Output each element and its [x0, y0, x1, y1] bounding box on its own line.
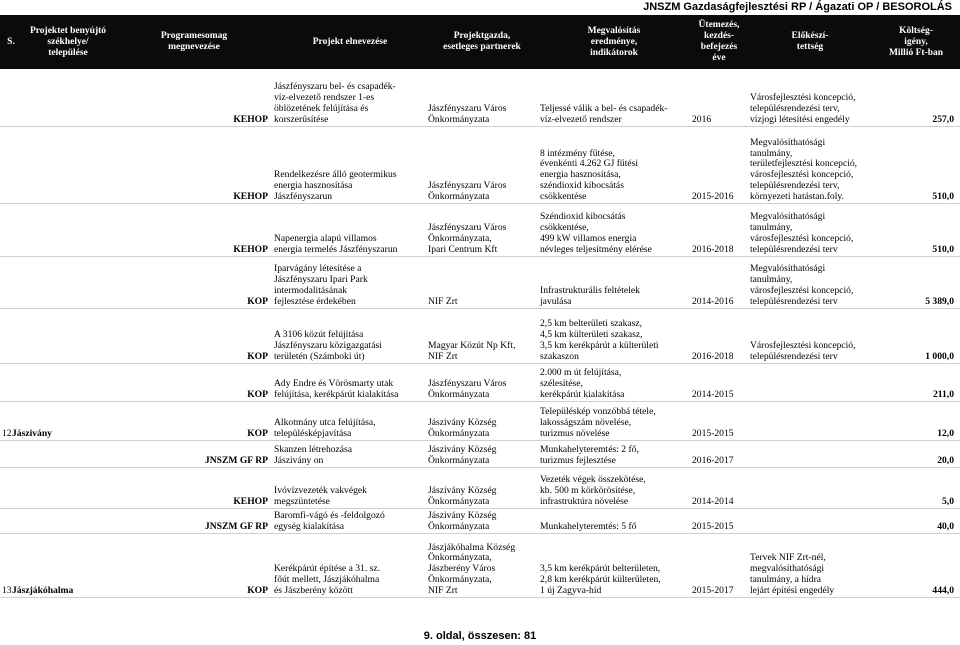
row-project: Ivóvízvezeték vakvégek megszüntetése — [274, 484, 367, 507]
row-number: 12 — [2, 427, 12, 439]
row-result: 8 intézmény fűtése, évenkénti 4.262 GJ fűtési energia hasznosítása, széndioxid kibocsátás csökkentése — [540, 147, 639, 202]
table-row — [0, 70, 960, 126]
row-place: Jászjákóhalma — [12, 584, 74, 596]
row-owner: NIF Zrt — [428, 295, 458, 307]
row-project: Baromfi-vágó és -feldolgozó egység kialakítása — [274, 509, 385, 532]
table-row — [0, 440, 960, 467]
row-place — [10, 308, 100, 363]
row-number: 13 — [2, 584, 12, 596]
row-program: KEHOP — [233, 243, 268, 255]
row-project: Alkotmány utca felújítása, településképjavítása — [274, 416, 376, 439]
table-row — [0, 256, 960, 308]
row-number — [0, 467, 10, 508]
row-project: Ady Endre és Vörösmarty utak felújítása, kerékpárút kialakítása — [274, 377, 399, 400]
row-number — [0, 203, 10, 256]
row-owner: Jászivány Község Önkormányzata — [428, 484, 497, 507]
row-owner: Jászfényszaru Város Önkormányzata, Ipari Centrum Kft — [428, 222, 507, 255]
row-schedule: 2016 — [692, 113, 712, 125]
row-place — [10, 70, 100, 126]
column-header-schedule: Ütemezés, kezdés- befejezés éve — [698, 20, 740, 63]
row-preparedness: Megvalósíthatósági tanulmány, területfejlesztési koncepció, városfejlesztési koncepció, településrendezési terv, környezeti hatástan.foly. — [750, 136, 858, 202]
row-cost: 20,0 — [937, 454, 954, 466]
column-header-place: Projektet benyújtó székhelye/ települése — [29, 25, 107, 58]
column-header-program: Programesomag megnevezése — [160, 31, 228, 52]
row-cost: 510,0 — [932, 190, 954, 202]
column-header-cost: Költség- igény, Millió Ft-ban — [888, 25, 944, 58]
row-place — [10, 363, 100, 401]
row-schedule: 2015-2015 — [692, 427, 734, 439]
row-preparedness — [748, 467, 888, 508]
column-header-owner: Projektgazda, esetleges partnerek — [443, 31, 521, 52]
row-program: KOP — [247, 388, 268, 400]
row-program: KEHOP — [233, 113, 268, 125]
row-program: KOP — [247, 295, 268, 307]
row-result: Széndioxid kibocsátás csökkentése, 499 kW villamos energia névleges teljesítmény elérése — [540, 211, 652, 255]
column-header-preparedness: Előkészí- tettség — [791, 31, 829, 52]
row-number — [0, 440, 10, 467]
row-schedule: 2016-2017 — [692, 454, 734, 466]
table-row — [0, 508, 960, 533]
column-header-project: Projekt elnevezése — [312, 36, 388, 47]
row-schedule: 2014-2016 — [692, 295, 734, 307]
column-header-result: Megvalósítás eredménye, indikátorok — [587, 25, 641, 58]
row-program: KEHOP — [233, 495, 268, 507]
row-result: 2,5 km belterületi szakasz, 4,5 km külterületi szakasz, 3,5 km kerékpárút a külterületi szakaszon — [540, 318, 659, 362]
row-schedule: 2015-2017 — [692, 584, 734, 596]
row-owner: Jászfényszaru Város Önkormányzata — [428, 179, 507, 202]
row-project: Iparvágány létesítése a Jászfényszaru Ipari Park intermodalitásának fejlesztése érdekében — [274, 263, 368, 307]
row-project: Skanzen létrehozása Jászivány on — [274, 443, 353, 466]
row-preparedness: Megvalósíthatósági tanulmány, városfejlesztési koncepció, településrendezési terv — [750, 263, 854, 307]
row-preparedness — [748, 508, 888, 533]
projects-table — [0, 70, 960, 598]
row-program: KEHOP — [233, 190, 268, 202]
document-header: JNSZM Gazdaságfejlesztési RP / Ágazati OP / BESOROLÁS — [643, 1, 952, 13]
row-number — [0, 508, 10, 533]
row-place — [10, 256, 100, 308]
row-schedule: 2014-2014 — [692, 495, 734, 507]
row-owner: Jászfényszaru Város Önkormányzata — [428, 102, 507, 125]
column-header-s: S. — [7, 36, 15, 47]
row-cost: 40,0 — [937, 520, 954, 532]
row-cost: 5 389,0 — [925, 295, 954, 307]
table-row — [0, 203, 960, 256]
row-cost: 1 000,0 — [925, 350, 954, 362]
row-preparedness — [748, 363, 888, 401]
row-owner: Jászivány Község Önkormányzata — [428, 443, 497, 466]
table-row — [0, 467, 960, 508]
row-program: JNSZM GF RP — [204, 520, 268, 532]
row-result: Munkahelyteremtés: 5 fő — [540, 520, 637, 532]
table-row — [0, 126, 960, 203]
row-result: Vezeték végek összekötése, kb. 500 m körkörösítése, infrastruktúra növelése — [540, 474, 646, 507]
row-place — [10, 203, 100, 256]
row-program: KOP — [247, 584, 268, 596]
table-row — [0, 533, 960, 597]
row-owner: Jászivány Község Önkormányzata — [428, 509, 497, 532]
row-result: Infrastrukturális feltételek javulása — [540, 284, 640, 307]
row-project: Rendelkezésre álló geotermikus energia hasznosítása Jászfényszarun — [274, 169, 397, 202]
table-row — [0, 363, 960, 401]
row-result: 2.000 m út felújítása, szélesítése, kerékpárút kialakítása — [540, 367, 625, 400]
row-program: KOP — [247, 427, 268, 439]
row-project: Napenergia alapú villamos energia termelés Jászfényszarun — [274, 232, 398, 255]
row-number — [0, 70, 10, 126]
row-result: Munkahelyteremtés: 2 fő, turizmus fejlesztése — [540, 443, 639, 466]
row-place — [10, 467, 100, 508]
row-schedule: 2016-2018 — [692, 350, 734, 362]
row-preparedness: Városfejlesztési koncepció, településrendezési terv — [750, 339, 856, 362]
row-schedule: 2015-2015 — [692, 520, 734, 532]
row-owner: Magyar Közút Np Kft, NIF Zrt — [428, 339, 516, 362]
row-owner: Jászjákóhalma Község Önkormányzata, Jászberény Város Önkormányzata, NIF Zrt — [428, 541, 516, 596]
row-result: 3,5 km kerékpárút belterületen, 2,8 km kerékpárút külterületen, 1 új Zagyva-híd — [540, 563, 661, 596]
row-schedule: 2014-2015 — [692, 388, 734, 400]
row-number — [0, 256, 10, 308]
row-cost: 12,0 — [937, 427, 954, 439]
row-program: JNSZM GF RP — [204, 454, 268, 466]
row-cost: 257,0 — [932, 113, 954, 125]
table-header — [0, 15, 960, 69]
table-row — [0, 308, 960, 363]
row-number — [0, 308, 10, 363]
row-project: Kerékpárút építése a 31. sz. főút mellett, Jászjákóhalma és Jászberény között — [274, 563, 381, 596]
row-project: A 3106 közút felújítása Jászfényszaru közigazgatási területén (Számboki út) — [274, 329, 382, 362]
row-number — [0, 126, 10, 203]
row-preparedness: Városfejlesztési koncepció, településrendezési terv, vízjogi létesítési engedély — [750, 92, 856, 125]
row-place — [10, 126, 100, 203]
row-result: Településkép vonzóbbá tétele, lakosságszám növelése, turizmus növelése — [540, 406, 656, 439]
row-project: Jászfényszaru bel- és csapadék- víz-elvezető rendszer 1-es öblözetének felújítása és korszerűsítése — [274, 81, 396, 125]
row-result: Teljessé válik a bel- és csapadék- víz-elvezető rendszer — [540, 102, 668, 125]
table-row — [0, 401, 960, 440]
row-place: Jászivány — [12, 427, 52, 439]
row-cost: 5,0 — [942, 495, 954, 507]
page-footer: 9. oldal, összesen: 81 — [423, 630, 537, 642]
row-preparedness — [748, 401, 888, 440]
row-cost: 444,0 — [932, 584, 954, 596]
row-owner: Jászfényszaru Város Önkormányzata — [428, 377, 507, 400]
row-owner: Jászivány Község Önkormányzata — [428, 416, 497, 439]
row-schedule: 2016-2018 — [692, 243, 734, 255]
row-preparedness — [748, 440, 888, 467]
row-cost: 211,0 — [932, 388, 954, 400]
row-preparedness: Megvalósíthatósági tanulmány, városfejlesztési koncepció, településrendezési terv — [750, 211, 854, 255]
row-place — [10, 508, 100, 533]
row-place — [10, 440, 100, 467]
row-schedule: 2015-2016 — [692, 190, 734, 202]
row-cost: 510,0 — [932, 243, 954, 255]
row-program: KOP — [247, 350, 268, 362]
row-number — [0, 363, 10, 401]
row-preparedness: Tervek NIF Zrt-nél, megvalósíthatósági tanulmány, a hídra lejárt építési engedély — [750, 552, 835, 596]
